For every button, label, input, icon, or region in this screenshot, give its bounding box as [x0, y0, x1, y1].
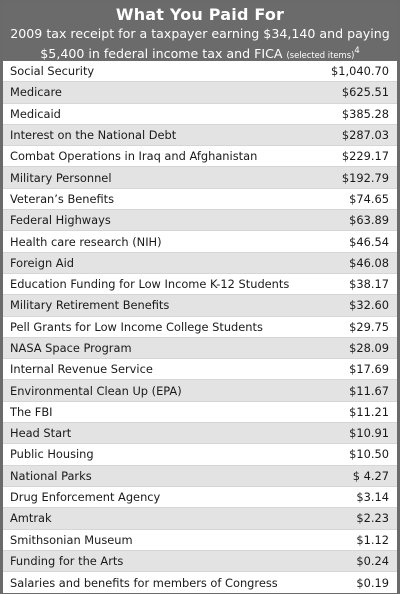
item-label: Health care research (NIH): [10, 234, 162, 249]
item-amount: $1,040.70: [331, 64, 389, 79]
table-row: [3, 274, 397, 295]
item-amount: $74.65: [349, 191, 389, 206]
table-row: [3, 231, 397, 252]
item-amount: $32.60: [349, 298, 389, 313]
table-row: [3, 572, 397, 593]
item-amount: $287.03: [341, 128, 389, 143]
item-amount: $11.67: [349, 383, 389, 398]
item-amount: $229.17: [341, 149, 389, 164]
item-amount: $28.09: [349, 341, 389, 355]
item-amount: $0.24: [356, 553, 389, 568]
item-label: Foreign Aid: [10, 255, 74, 270]
item-amount: $192.79: [341, 170, 389, 185]
table-row: [3, 167, 397, 188]
item-label: Drug Enforcement Agency: [10, 490, 161, 505]
receipt-subtitle-note: (selected items): [286, 50, 355, 61]
item-amount: $385.28: [341, 106, 389, 121]
table-row: [3, 551, 397, 572]
item-amount: $10.91: [349, 426, 389, 441]
item-label: Salaries and benefits for members of Congress: [10, 575, 278, 590]
item-label: Head Start: [10, 426, 72, 441]
expense-list: [3, 61, 397, 593]
item-label: Interest on the National Debt: [10, 128, 177, 143]
item-label: Medicaid: [10, 106, 61, 121]
table-row: [3, 423, 397, 444]
table-row: [3, 317, 397, 338]
table-row: [3, 189, 397, 210]
item-amount: $29.75: [349, 319, 389, 334]
item-label: Federal Highways: [10, 213, 111, 228]
item-amount: $63.89: [349, 213, 389, 228]
item-amount: $10.50: [349, 447, 389, 462]
item-label: Military Retirement Benefits: [10, 298, 170, 313]
item-label: Pell Grants for Low Income College Students: [10, 319, 263, 334]
table-row: [3, 466, 397, 487]
item-label: Environmental Clean Up (EPA): [10, 383, 182, 398]
item-amount: $ 4.27: [352, 468, 389, 483]
item-amount: $46.08: [349, 255, 389, 270]
item-label: The FBI: [10, 404, 53, 419]
item-label: NASA Space Program: [10, 341, 132, 355]
item-label: Education Funding for Low Income K-12 Students: [10, 277, 290, 292]
table-row: [3, 104, 397, 125]
footnote-marker: 4: [354, 45, 360, 55]
item-amount: $2.23: [356, 511, 389, 526]
table-row: [3, 402, 397, 423]
item-label: Veteran’s Benefits: [10, 191, 115, 206]
table-row: [3, 338, 397, 359]
table-row: [3, 125, 397, 146]
item-label: Smithsonian Museum: [10, 532, 133, 547]
item-label: Combat Operations in Iraq and Afghanistan: [10, 149, 258, 164]
item-amount: $0.19: [356, 575, 389, 590]
item-amount: $46.54: [349, 234, 389, 249]
table-row: [3, 61, 397, 82]
item-label: Social Security: [10, 64, 95, 79]
item-label: National Parks: [10, 468, 92, 483]
item-label: Internal Revenue Service: [10, 362, 153, 377]
item-amount: $17.69: [349, 362, 389, 377]
item-label: Public Housing: [10, 447, 94, 462]
table-row: [3, 82, 397, 103]
table-row: [3, 146, 397, 167]
table-row: [3, 530, 397, 551]
item-amount: $11.21: [349, 404, 389, 419]
item-amount: $3.14: [356, 490, 389, 505]
table-row: [3, 444, 397, 465]
table-row: [3, 253, 397, 274]
receipt-subtitle-line1: 2009 tax receipt for a taxpayer earning $34,140 and paying: [10, 26, 390, 41]
item-label: Amtrak: [10, 511, 52, 526]
table-row: [3, 380, 397, 401]
item-label: Military Personnel: [10, 170, 112, 185]
receipt-title: What You Paid For: [115, 5, 285, 24]
item-label: Medicare: [10, 85, 62, 100]
table-row: [3, 210, 397, 231]
item-amount: $625.51: [341, 85, 389, 100]
table-row: [3, 487, 397, 508]
receipt-subtitle-line2: [3, 42, 397, 64]
table-row: [3, 295, 397, 316]
item-amount: $1.12: [356, 532, 389, 547]
receipt-subtitle-main: $5,400 in federal income tax and FICA: [40, 46, 283, 62]
receipt-header: [3, 3, 397, 61]
table-row: [3, 508, 397, 529]
item-label: Funding for the Arts: [10, 553, 124, 568]
item-amount: $38.17: [349, 277, 389, 292]
table-row: [3, 359, 397, 380]
